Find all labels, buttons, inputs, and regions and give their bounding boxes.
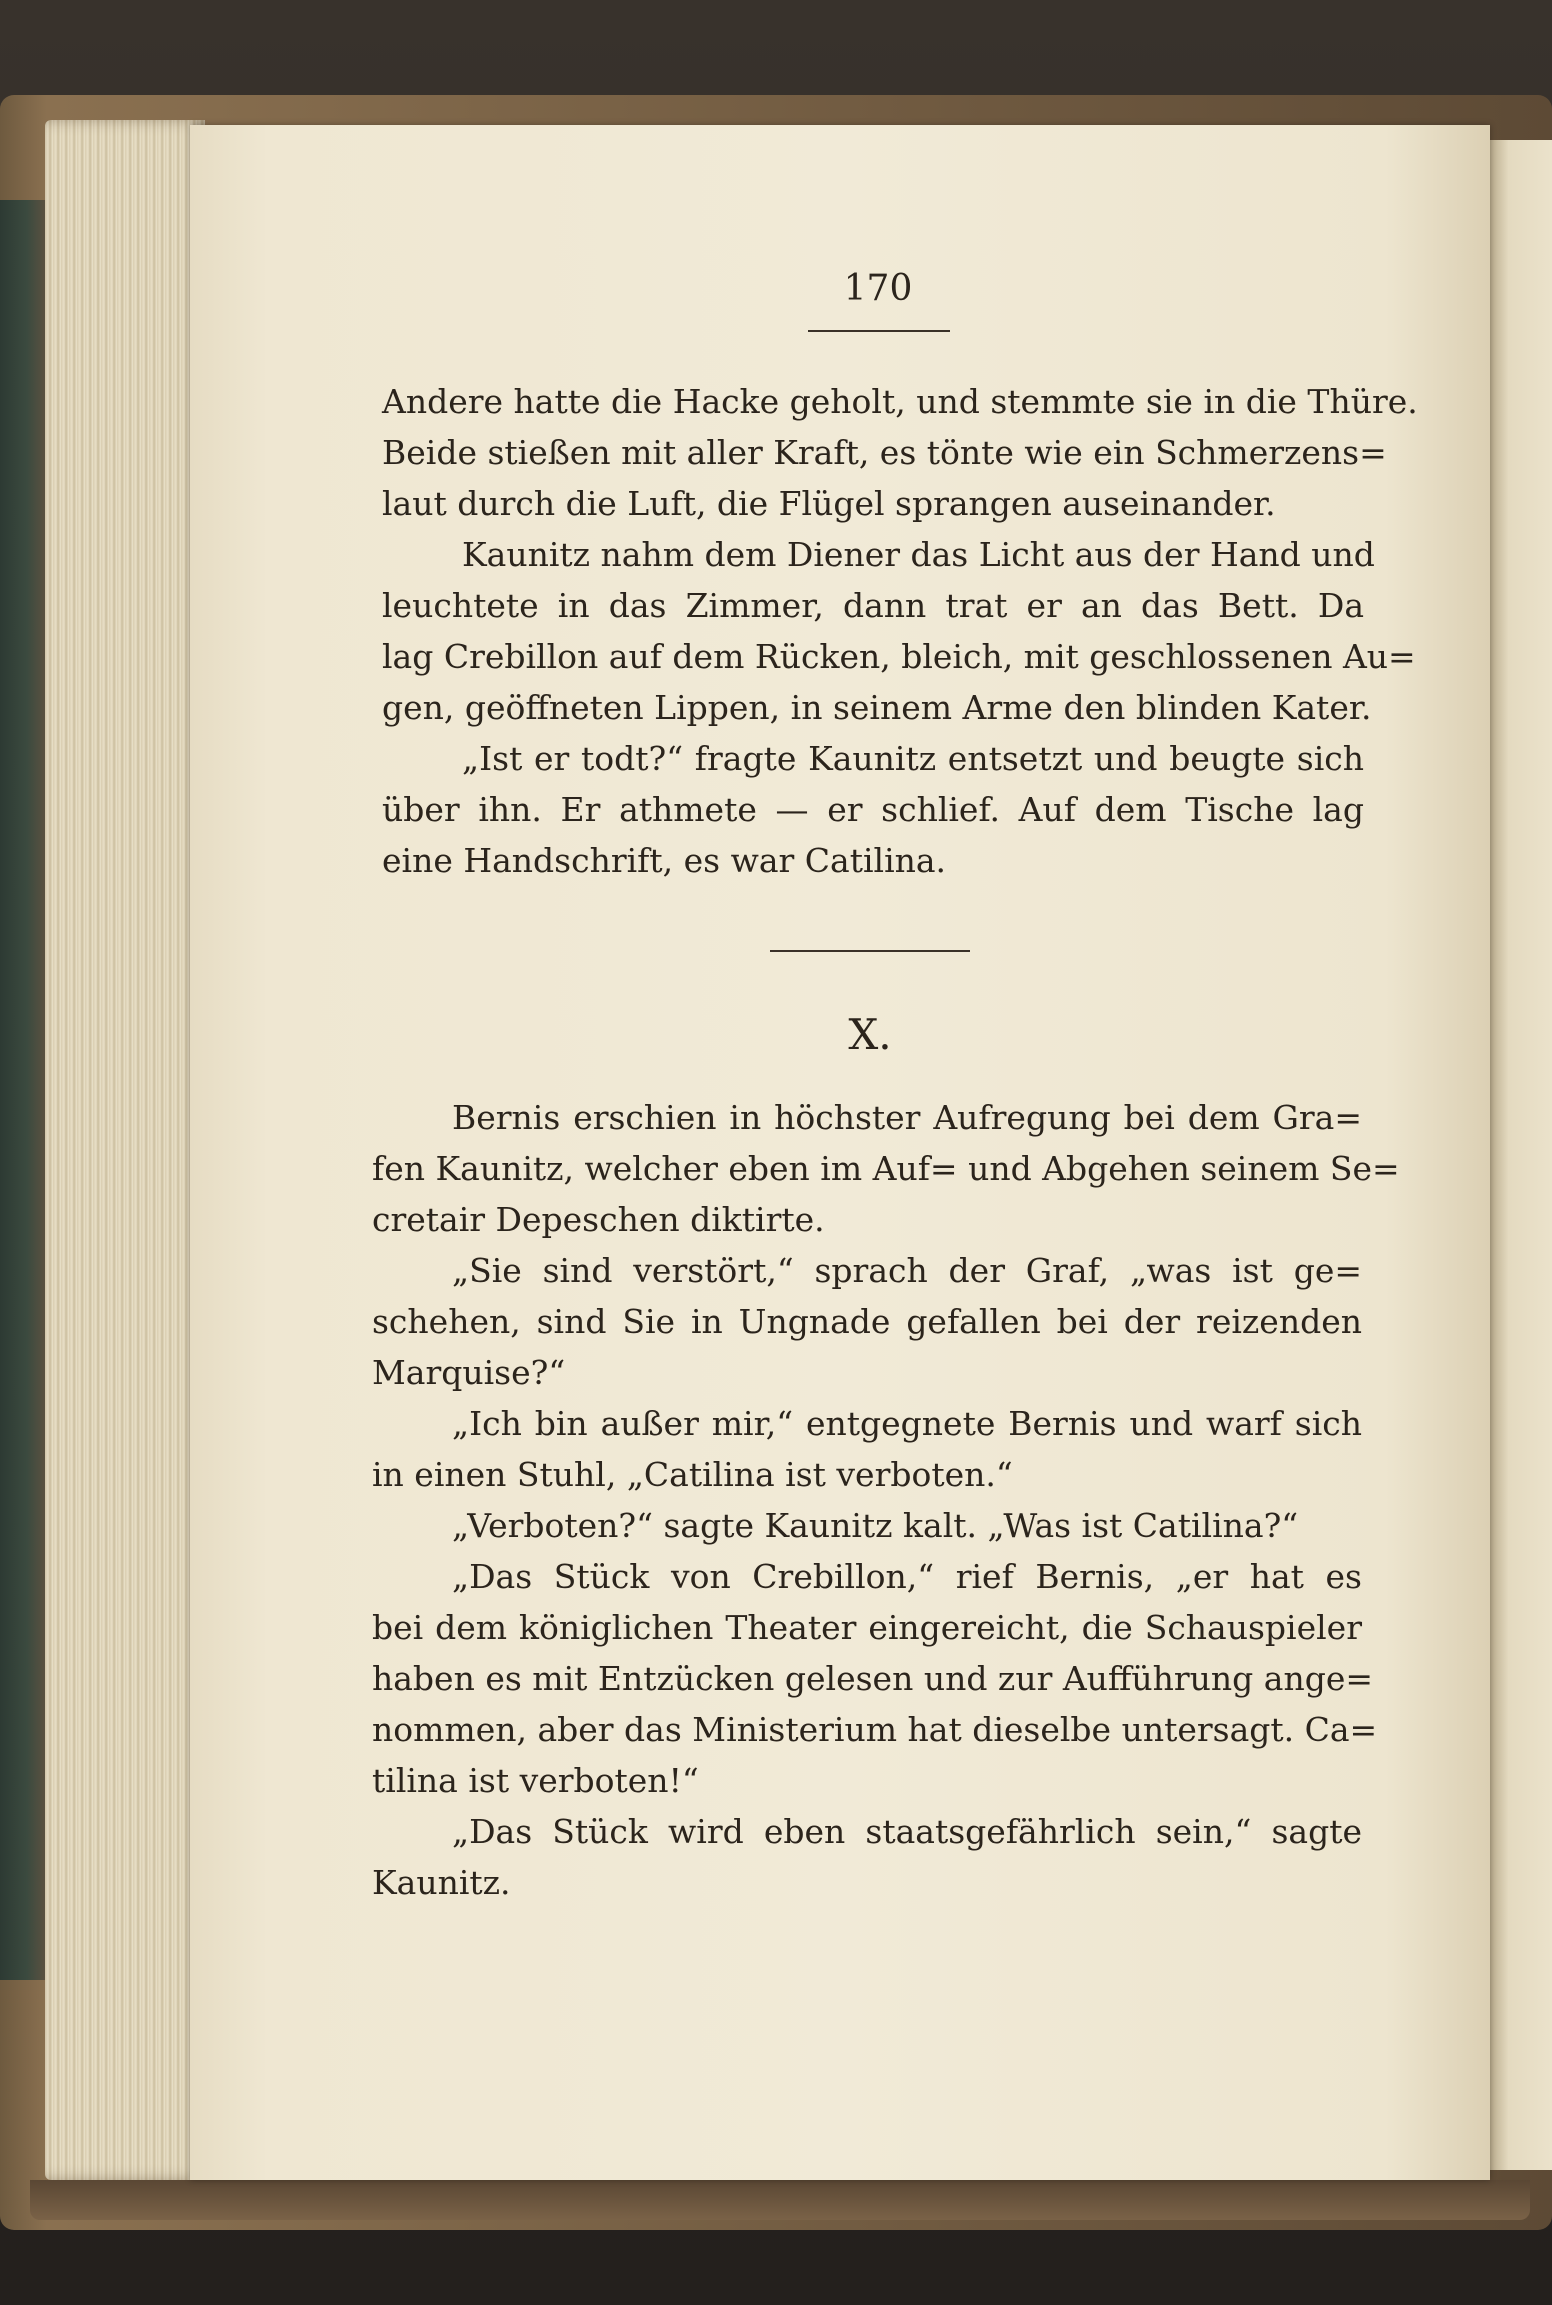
text-line: cretair Depeschen diktirte. (372, 1200, 825, 1239)
text-line: Kaunitz. (372, 1863, 511, 1902)
page-number-rule (808, 330, 950, 332)
text-line: gen, geöffneten Lippen, in seinem Arme den blinden Kater. (382, 688, 1372, 727)
text-line: fen Kaunitz, welcher eben im Auf= und Abgehen seinem Se= (372, 1149, 1400, 1188)
text-line: „Ich bin außer mir,“ entgegnete Bernis und warf sich (452, 1404, 1362, 1443)
book-spine-edge (0, 200, 45, 1980)
text-line: „Sie sind verstört,“ sprach der Graf, „was ist ge= (452, 1251, 1362, 1290)
text-line: „Das Stück wird eben staatsgefährlich sein,“ sagte (452, 1812, 1362, 1851)
text-line: Kaunitz nahm dem Diener das Licht aus der Hand und (462, 535, 1375, 574)
text-line: lag Crebillon auf dem Rücken, bleich, mit geschlossenen Au= (382, 637, 1416, 676)
page-block-edges (45, 120, 205, 2180)
text-line: eine Handschrift, es war Catilina. (382, 841, 947, 880)
page-number: 170 (843, 268, 913, 309)
text-line: schehen, sind Sie in Ungnade gefallen bei der reizenden (372, 1302, 1362, 1341)
text-line: leuchtete in das Zimmer, dann trat er an das Bett. Da (382, 586, 1364, 625)
text-block-before-chapter (382, 382, 1418, 892)
text-line: „Das Stück von Crebillon,“ rief Bernis, „er hat es (452, 1557, 1362, 1596)
text-line: in einen Stuhl, „Catilina ist verboten.“ (372, 1455, 1013, 1494)
book-cover-bottom (30, 2180, 1530, 2220)
text-line: laut durch die Luft, die Flügel sprangen auseinander. (382, 484, 1276, 523)
text-line: nommen, aber das Ministerium hat dieselbe untersagt. Ca= (372, 1710, 1378, 1749)
text-line: Bernis erschien in höchster Aufregung bei dem Gra= (452, 1098, 1362, 1137)
section-divider (770, 950, 970, 952)
text-line: Marquise?“ (372, 1353, 566, 1392)
facing-page-edge (1490, 140, 1552, 2170)
text-line: über ihn. Er athmete — er schlief. Auf dem Tische lag (382, 790, 1364, 829)
text-line: „Ist er todt?“ fragte Kaunitz entsetzt und beugte sich (462, 739, 1364, 778)
text-line: Andere hatte die Hacke geholt, und stemmte sie in die Thüre. (382, 382, 1418, 421)
text-line: bei dem königlichen Theater eingereicht, die Schauspieler (372, 1608, 1362, 1647)
text-block-after-chapter (372, 1098, 1400, 1914)
text-line: haben es mit Entzücken gelesen und zur Aufführung ange= (372, 1659, 1374, 1698)
text-line: tilina ist verboten!“ (372, 1761, 699, 1800)
text-line: Beide stießen mit aller Kraft, es tönte wie ein Schmerzens= (382, 433, 1387, 472)
chapter-heading: X. (848, 1010, 892, 1059)
text-line: „Verboten?“ sagte Kaunitz kalt. „Was ist Catilina?“ (452, 1506, 1299, 1545)
